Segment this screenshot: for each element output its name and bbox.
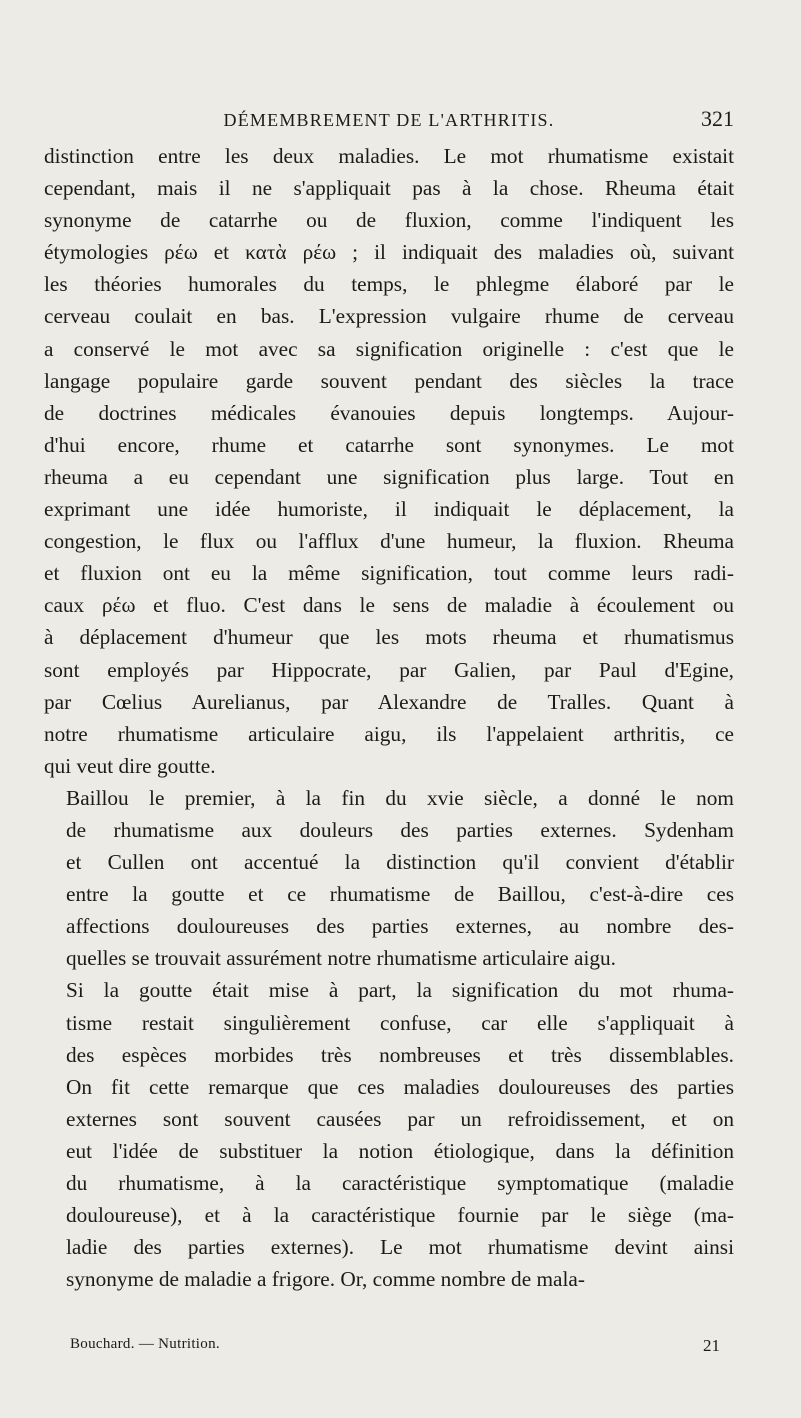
paragraph bbox=[44, 974, 734, 1295]
paragraph bbox=[44, 782, 734, 975]
text-line: et fluxion ont eu la même signification, tout comme leurs radi- bbox=[44, 561, 734, 586]
running-head bbox=[44, 106, 734, 134]
text-line: les théories humorales du temps, le phlegme élaboré par le bbox=[44, 272, 734, 297]
body-text bbox=[44, 140, 734, 1295]
text-line: du rhumatisme, à la caractéristique symptomatique (maladie bbox=[66, 1171, 734, 1195]
text-line: notre rhumatisme articulaire aigu, ils l'appelaient arthritis, ce bbox=[44, 721, 734, 746]
text-line: de rhumatisme aux douleurs des parties externes. Sydenham bbox=[66, 817, 734, 842]
text-line: distinction entre les deux maladies. Le mot rhumatisme existait bbox=[44, 144, 734, 168]
paragraph bbox=[44, 140, 734, 782]
text-line: des espèces morbides très nombreuses et très dissemblables. bbox=[66, 1042, 734, 1067]
text-line: affections douloureuses des parties externes, au nombre des- bbox=[66, 914, 734, 939]
text-line: tisme restait singulièrement confuse, car elle s'appliquait à bbox=[66, 1010, 734, 1035]
footer-signature: Bouchard. — Nutrition. bbox=[70, 1336, 220, 1352]
text-line: Baillou le premier, à la fin du xvie siècle, a donné le nom bbox=[66, 785, 734, 810]
text-line: synonyme de maladie a frigore. Or, comme nombre de mala- bbox=[66, 1267, 585, 1292]
text-line: de doctrines médicales évanouies depuis longtemps. Aujour- bbox=[44, 400, 734, 425]
page-number: 321 bbox=[701, 106, 734, 131]
text-line: On fit cette remarque que ces maladies douloureuses des parties bbox=[66, 1074, 734, 1099]
sheet-number: 21 bbox=[703, 1336, 720, 1355]
text-line: par Cœlius Aurelianus, par Alexandre de Tralles. Quant à bbox=[44, 689, 734, 714]
text-line: caux ρέω et fluo. C'est dans le sens de maladie à écoulement ou bbox=[44, 593, 734, 618]
text-line: congestion, le flux ou l'afflux d'une humeur, la fluxion. Rheuma bbox=[44, 529, 734, 554]
text-line: rheuma a eu cependant une signification plus large. Tout en bbox=[44, 464, 734, 489]
text-line: sont employés par Hippocrate, par Galien, par Paul d'Egine, bbox=[44, 657, 734, 682]
running-title: DÉMEMBREMENT DE L'ARTHRITIS. bbox=[223, 110, 555, 130]
text-line: étymologies ρέω et κατὰ ρέω ; il indiquait des maladies où, suivant bbox=[44, 240, 734, 265]
text-line: exprimant une idée humoriste, il indiquait le déplacement, la bbox=[44, 497, 734, 522]
text-line: à déplacement d'humeur que les mots rheuma et rhumatismus bbox=[44, 625, 734, 650]
text-line: d'hui encore, rhume et catarrhe sont synonymes. Le mot bbox=[44, 432, 734, 457]
text-line: a conservé le mot avec sa signification originelle : c'est que le bbox=[44, 336, 734, 361]
text-line: douloureuse), et à la caractéristique fournie par le siège (ma- bbox=[66, 1203, 734, 1228]
text-line: ladie des parties externes). Le mot rhumatisme devint ainsi bbox=[66, 1235, 734, 1260]
text-line: cependant, mais il ne s'appliquait pas à la chose. Rheuma était bbox=[44, 176, 734, 201]
text-line: et Cullen ont accentué la distinction qu'il convient d'établir bbox=[66, 850, 734, 875]
page-footer bbox=[70, 1336, 720, 1360]
text-line: entre la goutte et ce rhumatisme de Baillou, c'est-à-dire ces bbox=[66, 882, 734, 907]
text-line: cerveau coulait en bas. L'expression vulgaire rhume de cerveau bbox=[44, 304, 734, 329]
text-line: Si la goutte était mise à part, la signification du mot rhuma- bbox=[66, 978, 734, 1003]
text-line: externes sont souvent causées par un refroidissement, et on bbox=[66, 1106, 734, 1131]
text-line: quelles se trouvait assurément notre rhumatisme articulaire aigu. bbox=[66, 946, 616, 971]
text-line: eut l'idée de substituer la notion étiologique, dans la définition bbox=[66, 1138, 734, 1163]
text-line: qui veut dire goutte. bbox=[44, 753, 216, 778]
text-line: synonyme de catarrhe ou de fluxion, comme l'indiquent les bbox=[44, 208, 734, 233]
text-line: langage populaire garde souvent pendant des siècles la trace bbox=[44, 368, 734, 393]
